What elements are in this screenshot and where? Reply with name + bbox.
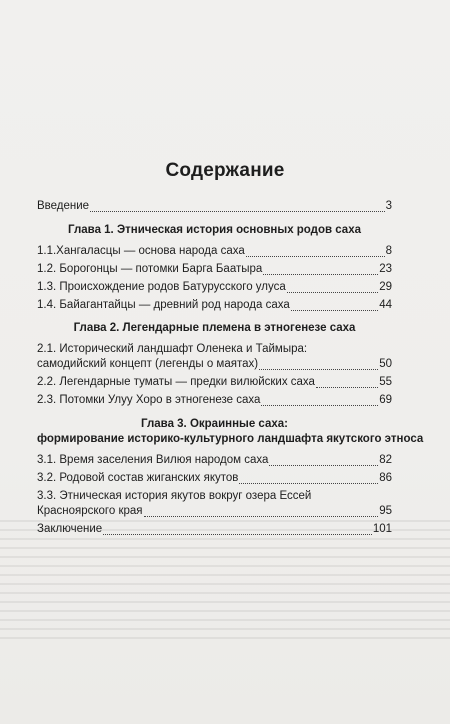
toc-entry-page: 101 [372,523,392,535]
toc-entry-page: 95 [379,505,392,517]
toc-entry-text: 1.1.Хангаласцы — основа народа саха [37,245,245,257]
toc-entry-1-4[interactable] [37,298,392,313]
toc-entry-2-1[interactable] [37,342,392,372]
toc-entry-1-2[interactable] [37,262,392,277]
toc-entry-text: 2.2. Легендарные туматы — предки вилюйских саха [37,376,315,388]
toc-entry-1-1[interactable] [37,244,392,259]
toc-entry-page: 86 [379,472,392,484]
toc-entry-page: 29 [379,281,392,293]
toc-entry-text: 3.1. Время заселения Вилюя народом саха [37,454,269,466]
toc-entry-text: 3.2. Родовой состав жиганских якутов [37,472,239,484]
toc-entry-text: 1.4. Байагантайцы — древний род народа саха [37,299,290,311]
toc-entry-intro[interactable] [37,199,392,214]
toc-entry-text: Красноярского края [37,505,143,517]
toc-entry-3-2[interactable] [37,471,392,486]
page-title: Содержание [165,160,285,181]
toc-entry-page: 50 [379,358,392,370]
toc-entry-2-2[interactable] [37,375,392,390]
toc-leader-dots [144,515,379,517]
toc-entry-1-3[interactable] [37,280,392,295]
toc-leader-dots [291,309,378,311]
toc-leader-dots [263,273,378,275]
toc-entry-text: Введение [37,200,90,212]
show-through-text [0,520,450,640]
toc-leader-dots [269,464,378,466]
toc-leader-dots [316,386,378,388]
toc-entry-text: 1.3. Происхождение родов Батурусского улуса [37,281,286,293]
toc-leader-dots [246,255,385,257]
toc-leader-dots [259,368,378,370]
chapter-heading-1: Глава 1. Этническая история основных родов саха [68,224,361,236]
toc-entry-text: самодийский концепт (легенды о маятах) [37,358,259,370]
toc-entry-page: 23 [379,263,392,275]
toc-entry-page: 69 [379,394,392,406]
toc-leader-dots [239,482,378,484]
toc-entry-page: 8 [385,245,392,257]
toc-entry-page: 44 [379,299,392,311]
table-of-contents [37,199,424,537]
toc-entry-text-line1: 3.3. Этническая история якутов вокруг озера Ессей [37,490,312,502]
toc-entry-3-3[interactable] [37,489,392,519]
toc-entry-text: 1.2. Борогонцы — потомки Барга Баатыра [37,263,263,275]
chapter-heading-2: Глава 2. Легендарные племена в этногенезе саха [73,322,356,334]
toc-entry-conclusion[interactable] [37,522,392,537]
toc-leader-dots [90,210,385,212]
toc-entry-page: 3 [385,200,392,212]
chapter-heading-3: Глава 3. Окраинные саха: [141,418,288,430]
chapter-subheading-3: формирование историко-культурного ландшафта якутского этноса [37,433,424,445]
toc-entry-page: 82 [379,454,392,466]
toc-entry-text-line1: 2.1. Исторический ландшафт Оленека и Таймыра: [37,343,308,355]
toc-entry-text: 2.3. Потомки Улуу Хоро в этногенезе саха [37,394,261,406]
toc-entry-3-1[interactable] [37,453,392,468]
toc-leader-dots [103,533,372,535]
toc-leader-dots [261,404,378,406]
toc-entry-text: Заключение [37,523,103,535]
toc-entry-page: 55 [379,376,392,388]
toc-leader-dots [287,291,378,293]
toc-entry-2-3[interactable] [37,393,392,408]
